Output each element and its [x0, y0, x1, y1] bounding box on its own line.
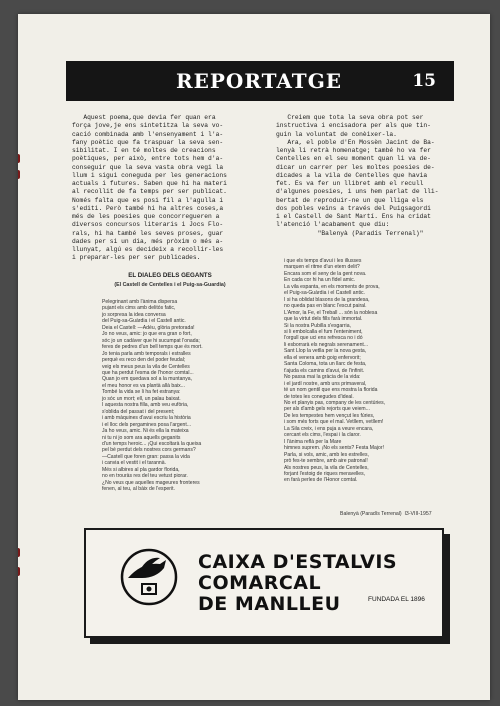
article-line: Només falta que es posi fil a l'agulla i: [72, 196, 224, 204]
poem-line: Pelegrinant amb l'ànima dispersa: [102, 299, 178, 305]
article-line: dades per si un dia, més pròxim o més a-: [72, 237, 224, 245]
poem-line: t'ajuda els camins d'avui, de l'infinit.: [284, 367, 365, 374]
poem-line: marquen el ritme d'un etern delit?: [284, 264, 360, 271]
poem-left-stanzas: [102, 299, 268, 493]
poem-line: ni tu ni jo som ara aquells geganits: [102, 434, 181, 441]
poem-line: ella el venera amb goig enfervorit;: [284, 354, 361, 361]
bank-name-line: DE MANLLEU: [198, 593, 341, 615]
bank-name-line: CAIXA D'ESTALVIS: [198, 551, 398, 573]
poem-line: Si la nostra Pubilla s'esgarria,: [284, 322, 351, 329]
binding-hole-mark: [18, 170, 20, 179]
poem-line: Jo no veus, amic: jo que era gran o fort,: [102, 331, 192, 338]
article-line: s'editi. Però també hi ha altres coses,a: [72, 204, 224, 212]
poem-line: pujant els cims amb delitós fatic,: [102, 305, 176, 312]
poem-line: veig els meus peus la vila de Centelles: [102, 363, 190, 370]
poem-line: s'oblida del passat i del present;: [102, 408, 175, 415]
poem-line: de totes les conegudes d'ideal.: [284, 393, 354, 400]
article-line: actuals i futures. Saben que hi ha materi: [72, 180, 227, 187]
article-line: instructiva i encisadora per als que tin-: [276, 122, 431, 130]
poem-line: —Castell que foren gran: passa la vida: [102, 453, 190, 460]
poem-signature: Balenyà (Paradís Terrenal) I3-VIII-1957: [340, 511, 432, 517]
poem-line: no en trouràs res del teu vetust piorar.: [102, 473, 188, 480]
binding-hole-mark: [18, 154, 20, 163]
article-line: "Balenyà (Paradís Terrenal)": [276, 229, 424, 237]
article-line: dicades a la vila de Centelles que havia: [276, 171, 428, 179]
poem-line: si li embolcalla el fum l'enteniment,: [284, 328, 363, 335]
article-line: Centelles en el seu moment quan li va de-: [276, 155, 431, 163]
article-line: més de les poesies que concorregueren a: [72, 213, 220, 220]
section-title: REPORTATGE: [176, 69, 343, 93]
poem-line: Deia el Castell: —Adéu, glòria pretorada!: [102, 324, 195, 331]
article-line: rals, hi ha també les seves proses, guar: [72, 229, 224, 237]
section-header: [66, 61, 454, 101]
poem-line: en farà perles de l'Honor comtal.: [284, 477, 358, 484]
page-number: 15: [412, 71, 436, 91]
poem-line: forjant l'estoig de riques meravelles,: [284, 470, 366, 477]
poem-line: Ja ho veus, amic. Ni és ella la mateixa: [102, 428, 189, 435]
poem-line: prò fes-te sembre, amb aire patronal!: [284, 458, 368, 465]
poem-right-stanzas: [284, 258, 474, 484]
poem-line: L'Amor, la Fe, el Treball ... són la noblesa: [284, 309, 378, 316]
poem-line: fenen, al teu, al bàix de l'esperit.: [102, 486, 175, 493]
article-line: Aquest poema,que devia fer quan era: [72, 114, 216, 121]
poem-line: i el jardí nostre, amb uns primaveral,: [284, 380, 367, 387]
article-line: bertat de reproduir-ne un que lliga els: [276, 196, 424, 204]
poem-line: el meu honor es va plantà allà baix...: [102, 382, 185, 389]
poem-line: feres de pedres d'un bell temps que és mort.: [102, 344, 203, 351]
poem-line: té un nom gentil que ens mostra la florida: [284, 387, 378, 394]
article-line: Ara, el poble d'En Mossèn Jacint de Ba-: [276, 138, 435, 146]
poem-line: l'orgull que uci ens refresca no i dó: [284, 335, 363, 342]
poem-line: Encara som el seny de la gent nova.: [284, 270, 367, 277]
article-line: fany poètic que fa traspuar la seva sen-: [72, 138, 224, 146]
poem-line: i canvia el vestit i el tarannà.: [102, 460, 166, 467]
poem-line: perquè es reco den del poder feudal;: [102, 357, 186, 364]
article-line: al recollit de fa temps per ser publicat.: [72, 188, 227, 196]
poem-line: himnes suprem. ¡No els sents? Festa Major!: [284, 445, 384, 452]
article-line: força jove,je ens sintetitza la seva vo-: [72, 122, 224, 130]
poem-line: i amb màquines d'avui escriu la història: [102, 415, 191, 422]
poem-line: Parla, si vols, amic, amb les estrelles,: [284, 451, 369, 458]
poem-line: i el lloc dels pergamines posa l'argent...: [102, 421, 192, 428]
poem-line: Jo tenia parla amb temporals i estralles: [102, 350, 191, 357]
poem-line: Més si albires al pla gardor florida,: [102, 466, 180, 473]
poem-line: que ha perdut l'esma de l'honor comtal...: [102, 369, 194, 376]
poem-line: Als nostres peus, la vila de Centelles,: [284, 464, 369, 471]
poem-line: Quan jo em quedava sol a la muntanya,: [102, 376, 193, 383]
poem-line: Tombé la vida se li ha fet estranya:: [102, 389, 181, 396]
poem-line: No et planyis pas, company de les centúries,: [284, 399, 386, 406]
poem-line: I l'ànima reflà per la Mare: [284, 438, 342, 445]
bank-advertisement: [84, 528, 444, 638]
bank-name: [198, 552, 397, 615]
poem-line: li esborrarà els negrals serenament...: [284, 341, 369, 348]
article-line: lenyà li retrà homenatge; també ho va fer: [276, 147, 431, 154]
poem-line: De les tempestes hem vençut les fúries,: [284, 412, 375, 419]
poem-line: jo sóc un mort; ell, un palau baixat.: [102, 395, 181, 402]
poem-line: per als d'amb gels rejorts que veiem...: [284, 406, 370, 413]
article-line: llunyat, algú es decideix a recollir-les: [72, 246, 224, 253]
poem-line: I si ha oblidat blasons de la grandesa,: [284, 296, 370, 303]
poem-line: En cada cor hi ha un fidel amic.: [284, 277, 356, 284]
article-line: diversos concursos literaris i Jocs Flo-: [72, 221, 224, 229]
poem-subtitle: (El Castell de Centelles i el Puig-sa-Guardia): [114, 282, 226, 288]
poem-line: jo sorpresa la idea conversa: [102, 311, 166, 318]
magazine-page: [18, 14, 490, 700]
poem-line: La vila espanta, en els moments de prova,: [284, 283, 380, 290]
poem-line: i que els temps d'avui i les illusses: [284, 258, 362, 264]
poem-line: el Puig-sa-Guàrdia i el Castell antic.: [284, 290, 365, 297]
article-line: llum i sigui coneguda per les generacions: [72, 171, 227, 179]
poem-line: cercant els cims, l'espai i la claror.: [284, 432, 361, 439]
poem-line: no queda pas en blanc l'escut pairal.: [284, 303, 367, 310]
article-line: l'atenció l'acabament que diu:: [276, 221, 390, 229]
poem-line: sóc jo un cadàver que hi sucumpat l'onada;: [102, 337, 200, 344]
poem-line: La Sila creix, i ens puja a veure encara,: [284, 425, 374, 432]
article-line: conseguir que la seva vasta obra vegi la: [72, 163, 224, 171]
poem-line: pel bé perdut dels nostres cors germans?: [102, 447, 196, 454]
poem-line: No passa mai la gràcia de la vida:: [284, 374, 361, 381]
poem-line: I aquesta nostra filla, amb veu eufòria,: [102, 402, 189, 409]
poem-line: ¿No veus que aquelles mageures fronteres: [102, 479, 200, 486]
article-left-column: [72, 114, 268, 263]
article-line: poètiques, per això, entre tots hem d'a-: [72, 155, 224, 163]
bird-on-savings-box-icon: [120, 548, 178, 608]
article-line: sibilitat. I en té moltes de creacions: [72, 147, 216, 154]
poem-line: d'un temps heroic... ¡Qui escoltarà la queixa: [102, 440, 202, 447]
founded-year: FUNDADA EL 1896: [368, 596, 425, 603]
binding-hole-mark: [18, 548, 20, 557]
article-line: fet. Es va fer un llibret amb el recull: [276, 180, 424, 187]
poem-line: Sant Llop la vetlla per la nova gesta,: [284, 348, 367, 355]
article-right-column: [276, 114, 476, 238]
poem-line: del Puig-sa-Guàrdia i el Castell antic.: [102, 318, 186, 325]
article-line: dicar un carrer per les moltes poesies de-: [276, 163, 435, 171]
poem-line: Santa Coloma, tota un llarc de festa,: [284, 361, 367, 368]
article-line: d'algunes poesies, i uns hem parlat de lli-: [276, 188, 439, 196]
article-line: Creiem que tota la seva obra pot ser: [276, 114, 424, 121]
binding-hole-mark: [18, 567, 20, 576]
poem-title: EL DIALEG DELS GEGANTS: [128, 272, 212, 279]
bank-name-line: COMARCAL: [198, 572, 322, 594]
poem-line: i som més forts que el mal. Vetllem, vetllem!: [284, 419, 384, 426]
article-line: cació combinada amb l'ensenyament i l'a-: [72, 130, 224, 138]
article-line: dos pobles veïns a través del Puigsagordi: [276, 204, 431, 212]
article-line: i preparar-les per ser publicades.: [72, 254, 201, 262]
poem-line: que la virtut dels fills farà immortal.: [284, 316, 363, 323]
article-line: i el Castell de Sant Martí. Ens ha cridat: [276, 213, 431, 220]
article-line: guin la voluntat de conèixer-la.: [276, 130, 397, 138]
